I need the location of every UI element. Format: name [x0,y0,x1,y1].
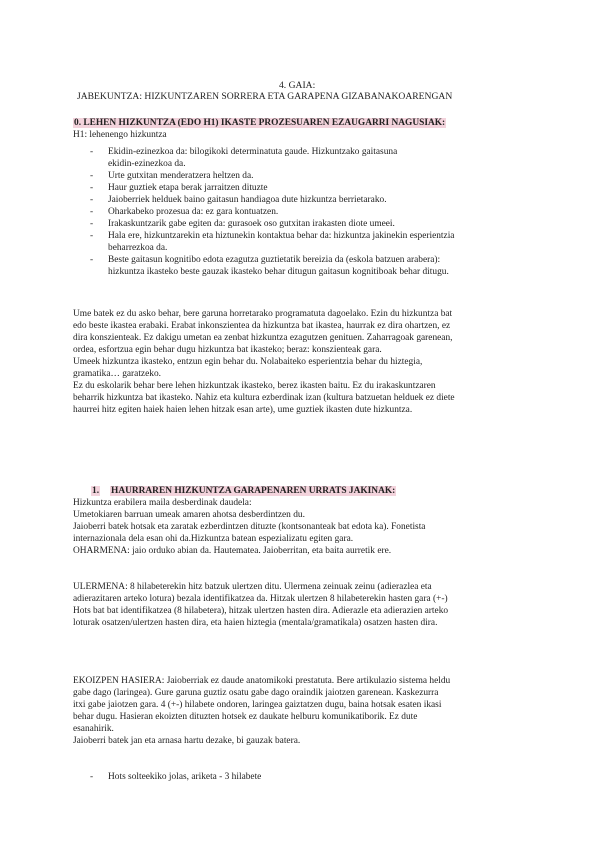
paragraph-line: adierazitaren arteko lotura) bezala identifikatzea da. Hitzak ulertzen 8 hilabeterekin hasten gara (+-) [73,594,448,604]
bullet-line: hizkuntza ikasteko beste gauzak ikasteko behar ditugun gaitasun kognitiboak behar ditugu. [108,267,449,277]
section-0-heading [73,117,446,129]
section-1-heading [91,485,396,497]
paragraph-line: Umeek hizkuntza ikasteko, entzun egin behar du. Nolabaiteko esperientzia behar du hiztegia, [73,357,423,367]
paragraph-line: gabe dago (laringea). Gure garuna guztiz osatu gabe dago oraindik jaiotzen garenean. Kaskezurra [73,688,439,698]
paragraph-line: Ez du eskolarik behar bere lehen hizkuntzak ikasteko, berez ikasten baitu. Ez du irakaskuntzaren [73,381,436,391]
paragraph-line: Jaioberri batek hotsak eta zaratak ezberdintzen dituzte (kontsonanteak bat edota ka). Fonetista [73,522,426,532]
paragraph-line: itxi gabe jaiotzen gara. 4 (+-) hilabete ondoren, laringea gaiztatzen dugu, baina hotsak esaten ikasi [73,700,442,710]
paragraph-line: edo beste ikastea erabaki. Erabat inkonszientea da hizkuntza bat ikastea, haurrak ez dira ohartzen, ez [73,321,451,331]
paragraph-line: Hots bat bat identifikatzea (8 hilabetera), hitzak ulertzen hasten dira. Adierazle eta adierazien arteko [73,606,449,616]
paragraph-line: behar dugu. Hasieran ekoizten dituzten hotsek ez daukate helburu komunikatiborik. Ez dute [73,712,418,722]
bullet-line: Irakaskuntzarik gabe egiten da: gurasoek oso gutxitan irakasten diote umeei. [108,219,395,229]
bullet-marker: - [90,255,94,265]
chapter-number: 4. GAIA: [279,80,316,91]
chapter-title: JABEKUNTZA: HIZKUNTZAREN SORRERA ETA GARAPENA GIZABANAKOARENGAN [77,91,453,102]
bullet-marker: - [90,183,94,193]
bullet-line: Oharkabeko prozesua da: ez gara kontuatzen. [108,207,279,217]
bullet-line: Ekidin-ezinezkoa da: bilogikoki determinatuta gaude. Hizkuntzako gaitasuna [108,147,398,157]
paragraph-line: gramatika… garatzeko. [73,369,161,379]
bullet-marker: - [90,219,94,229]
paragraph-line: beharrik hizkuntza bat ikasteko. Nahiz eta kultura ezberdinak izan (kultura batzuetan helduek ez diete [73,393,455,403]
paragraph-line: ordea, esfortzua egin behar dugu hizkuntza bat ikasteko; beraz: konszienteak gara. [73,345,382,355]
bullet-line: Beste gaitasun kognitibo edota ezagutza guztietatik bereizia da (eskola batzuen arabera): [108,255,441,265]
paragraph-line: dira konszienteak. Ez dakigu umetan ea zenbat hizkuntza ezagutzen genituen. Zaharragoak garenean, [73,333,453,343]
paragraph-line: Umetokiaren barruan umeak amaren ahotsa desberdintzen du. [73,510,305,520]
paragraph-line: loturak osatzen/ulertzen hasten dira, eta haien hiztegia (mentala/gramatikala) osatzen hasten dira. [73,618,438,628]
paragraph-line: internazionala dela esan ohi da.Hizkuntza batean espezializatu egiten gara. [73,534,354,544]
section-1-last-bullet: Hots solteekiko jolas, ariketa - 3 hilabete [108,772,262,782]
bullet-marker: - [90,147,94,157]
bullet-marker: - [90,207,94,217]
bullet-line: beharrezkoa da. [108,243,168,253]
section-0-heading-text: 0. LEHEN HIZKUNTZA (EDO H1) IKASTE PROZESUAREN EZAUGARRI NAGUSIAK: [74,118,446,128]
paragraph-line: OHARMENA: jaio orduko abian da. Hautematea. Jaioberritan, eta baita aurretik ere. [73,546,392,556]
section-0-intro: H1: lehenengo hizkuntza [73,130,167,140]
section-1-heading-number: 1. [92,486,100,496]
bullet-marker: - [90,772,94,782]
paragraph-line: EKOIZPEN HASIERA: Jaioberriak ez daude anatomikoki prestatuta. Bere artikulazio sistema heldu [73,676,451,686]
paragraph-line: Jaioberri batek jan eta arnasa hartu dezake, bi gauzak batera. [73,736,301,746]
paragraph-line: haurrei hitz egiten haiek haien lehen hitzak esan arte), ume guztiek ikasten dute hizkuntza. [73,405,413,415]
paragraph-line: Hizkuntza erabilera maila desberdinak daudela: [73,498,252,508]
bullet-line: Haur guztiek etapa berak jarraitzen dituzte [108,183,268,193]
bullet-line: Jaioberriek helduek baino gaitasun handiagoa dute hizkuntza berrietarako. [108,195,387,205]
bullet-marker: - [90,231,94,241]
section-1-heading-text: HAURRAREN HIZKUNTZA GARAPENAREN URRATS JAKINAK: [111,486,396,496]
paragraph-line: Ume batek ez du asko behar, bere garuna horretarako programatuta dagoelako. Ezin du hizkuntza bat [73,309,453,319]
bullet-line: Urte gutxitan menderatzera heltzen da. [108,171,254,181]
bullet-line: ekidin-ezinezkoa da. [108,159,186,169]
bullet-marker: - [90,171,94,181]
bullet-marker: - [90,195,94,205]
bullet-line: Hala ere, hizkuntzarekin eta hiztunekin kontaktua behar da: hizkuntza jakinekin esperientzia [108,231,455,241]
paragraph-line: ULERMENA: 8 hilabeterekin hitz batzuk ulertzen ditu. Ulermena zeinuak zeinu (adierazlea eta [73,582,432,592]
paragraph-line: esanahirik. [73,724,114,734]
